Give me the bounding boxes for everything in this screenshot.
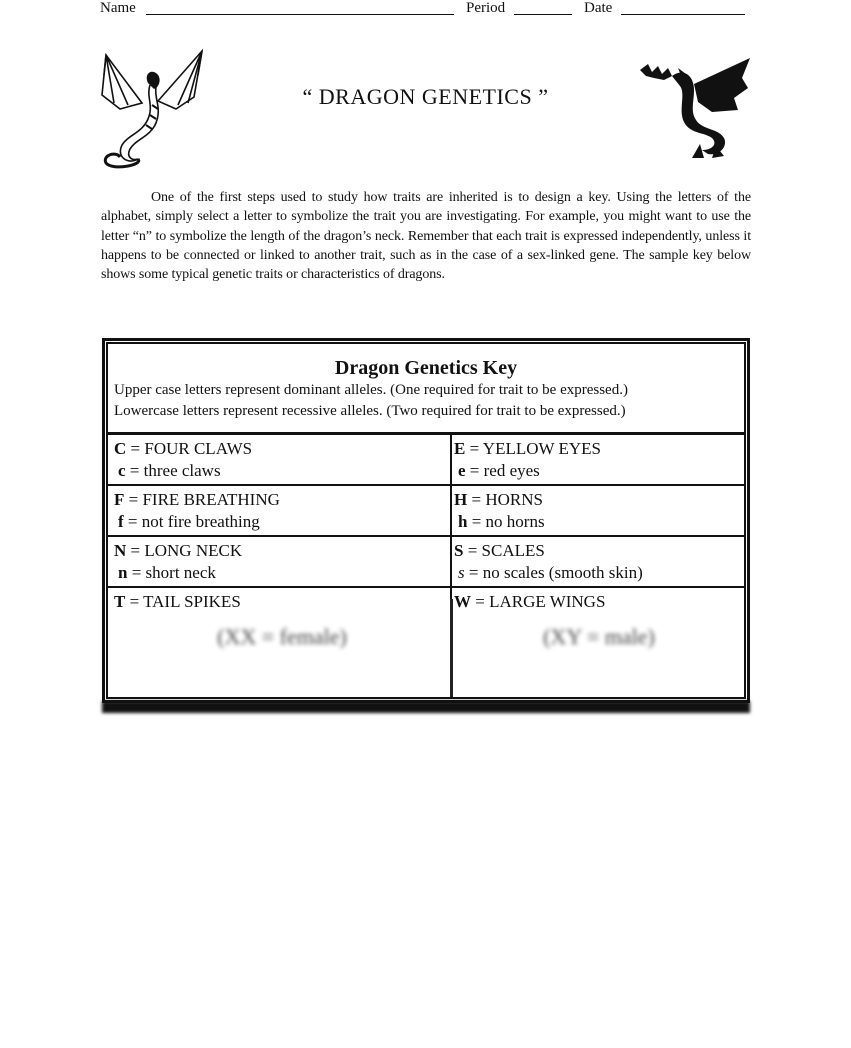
- allele-recessive: h: [458, 512, 468, 531]
- sex-male-text: (XY = male): [543, 624, 655, 649]
- trait-recessive: = short neck: [127, 563, 216, 582]
- key-title: Dragon Genetics Key: [334, 357, 518, 379]
- trait-dominant: = FIRE BREATHING: [124, 490, 280, 509]
- allele-recessive: n: [118, 563, 128, 582]
- key-inner-border: [106, 342, 746, 699]
- trait-recessive: = no scales (smooth skin): [464, 563, 643, 582]
- allele-dominant: W: [454, 592, 471, 608]
- allele-recessive: c: [118, 461, 126, 480]
- key-row-fire-horns: [108, 486, 744, 537]
- key-header: [108, 344, 744, 435]
- key-cell-eyes: [448, 435, 744, 484]
- allele-dominant: S: [454, 541, 464, 560]
- genetics-key-table: [102, 338, 750, 713]
- table-bottom-border: [102, 701, 750, 713]
- allele-recessive: f: [118, 512, 124, 531]
- trait-recessive: = three claws: [125, 461, 221, 480]
- allele-dominant: C: [114, 439, 127, 458]
- intro-paragraph: [101, 188, 751, 284]
- key-row-sex-chromosomes: [108, 599, 744, 697]
- key-note-lower: Lowercase letters represent recessive alleles. (Two required for trait to be expressed.): [114, 403, 626, 419]
- allele-dominant: E: [454, 439, 466, 458]
- student-info-line: [100, 0, 750, 20]
- key-note-upper: Upper case letters represent dominant alleles. (One required for trait to be expressed.): [114, 382, 628, 398]
- key-cell-fire: [108, 486, 452, 535]
- key-cell-neck: [108, 537, 452, 586]
- allele-dominant: T: [114, 592, 126, 608]
- page-title: “ DRAGON GENETICS ”: [302, 84, 549, 109]
- trait-dominant: = TAIL SPIKES: [125, 592, 241, 608]
- allele-recessive: s: [458, 563, 465, 582]
- allele-dominant: N: [114, 541, 127, 560]
- trait-dominant: = LONG NECK: [126, 541, 243, 560]
- sex-female-text: (XX = female): [217, 624, 347, 649]
- date-label: Date: [584, 0, 613, 16]
- period-label: Period: [466, 0, 506, 16]
- trait-recessive: = red eyes: [465, 461, 540, 480]
- key-cell-male: [448, 599, 744, 697]
- key-cell-horns: [448, 486, 744, 535]
- period-blank[interactable]: [514, 14, 572, 15]
- trait-dominant: = SCALES: [463, 541, 545, 560]
- trait-recessive: = not fire breathing: [123, 512, 260, 531]
- name-label: Name: [100, 0, 136, 16]
- trait-dominant: = LARGE WINGS: [471, 592, 606, 608]
- trait-recessive: = no horns: [467, 512, 545, 531]
- date-blank[interactable]: [621, 14, 745, 15]
- trait-dominant: = HORNS: [467, 490, 543, 509]
- key-row-claws-eyes: [108, 435, 744, 486]
- intro-text: One of the first steps used to study how traits are inherited is to design a key. Using the letters of the alphabet, simply select a letter to symbolize the trait you are investigating. For example, you might want to use the letter “n” to symbolize the length of the dragon’s neck. Remember that each trait is expressed independently, unless it happens to be connected or linked to another trait, such as in the case of a sex-linked gene. The sample key below shows some typical genetic traits or characteristics of dragons.: [101, 190, 751, 283]
- trait-dominant: = YELLOW EYES: [465, 439, 601, 458]
- trait-dominant: = FOUR CLAWS: [126, 439, 253, 458]
- allele-recessive: e: [458, 461, 466, 480]
- key-cell-female: [108, 599, 453, 697]
- key-row-neck-scales: [108, 537, 744, 588]
- name-blank[interactable]: [146, 14, 454, 15]
- allele-dominant: F: [114, 490, 125, 509]
- allele-dominant: H: [454, 490, 468, 509]
- key-cell-scales: [448, 537, 744, 586]
- dragon-right-illustration: [638, 54, 752, 160]
- key-cell-claws: [108, 435, 452, 484]
